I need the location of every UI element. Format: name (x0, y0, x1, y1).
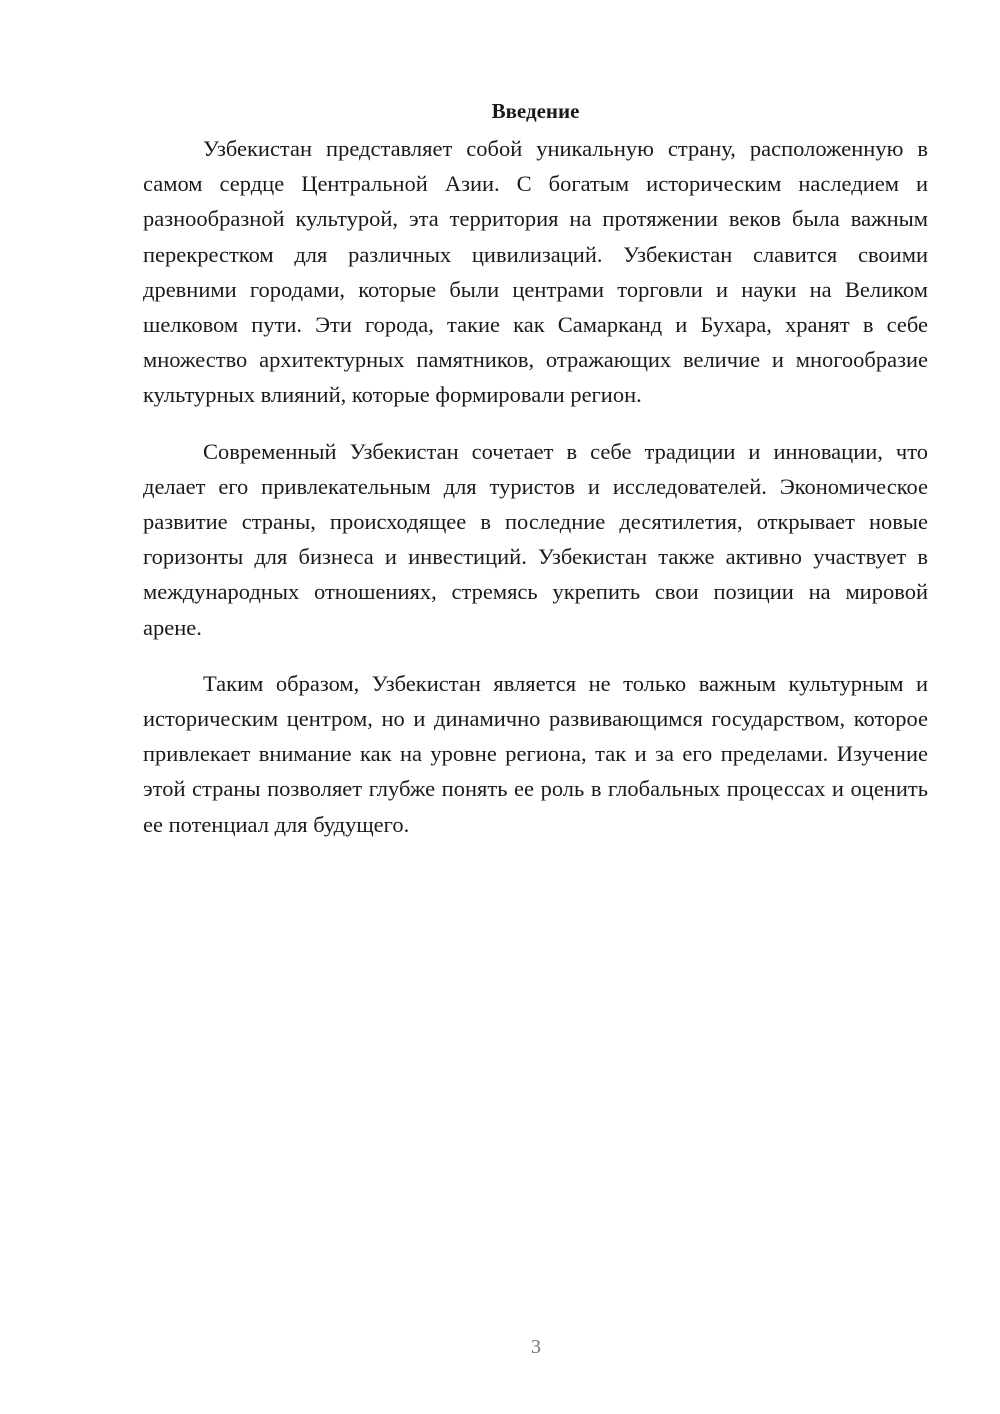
paragraph-2: Современный Узбекистан сочетает в себе традиции и инновации, что делает его привлекательным для туристов и исследователей. Экономическое развитие страны, происходящее в последние десятилетия, открывает новые горизонты для бизнеса и инвестиций. Узбекистан также активно участвует в международных отношениях, стремясь укрепить свои позиции на мировой арене. (143, 438, 928, 640)
paragraph-1: Узбекистан представляет собой уникальную страну, расположенную в самом сердце Центральной Азии. С богатым историческим наследием и разнообразной культурой, эта территория на протяжении веков была важным перекрестком для различных цивилизаций. Узбекистан славится своими древними городами, которые были центрами торговли и науки на Великом шелковом пути. Эти города, такие как Самарканд и Бухара, хранят в себе множество архитектурных памятников, отражающих величие и многообразие культурных влияний, которые формировали регион. (143, 136, 928, 408)
page-number: 3 (531, 1336, 541, 1358)
paragraph-3: Таким образом, Узбекистан является не только важным культурным и историческим центром, но и динамично развивающимся государством, которое привлекает внимание как на уровне региона, так и за его пределами. Изучение этой страны позволяет глубже понять ее роль в глобальных процессах и оценить ее потенциал для будущего. (143, 670, 928, 837)
section-title: Введение (491, 99, 580, 123)
page-content (143, 96, 928, 842)
